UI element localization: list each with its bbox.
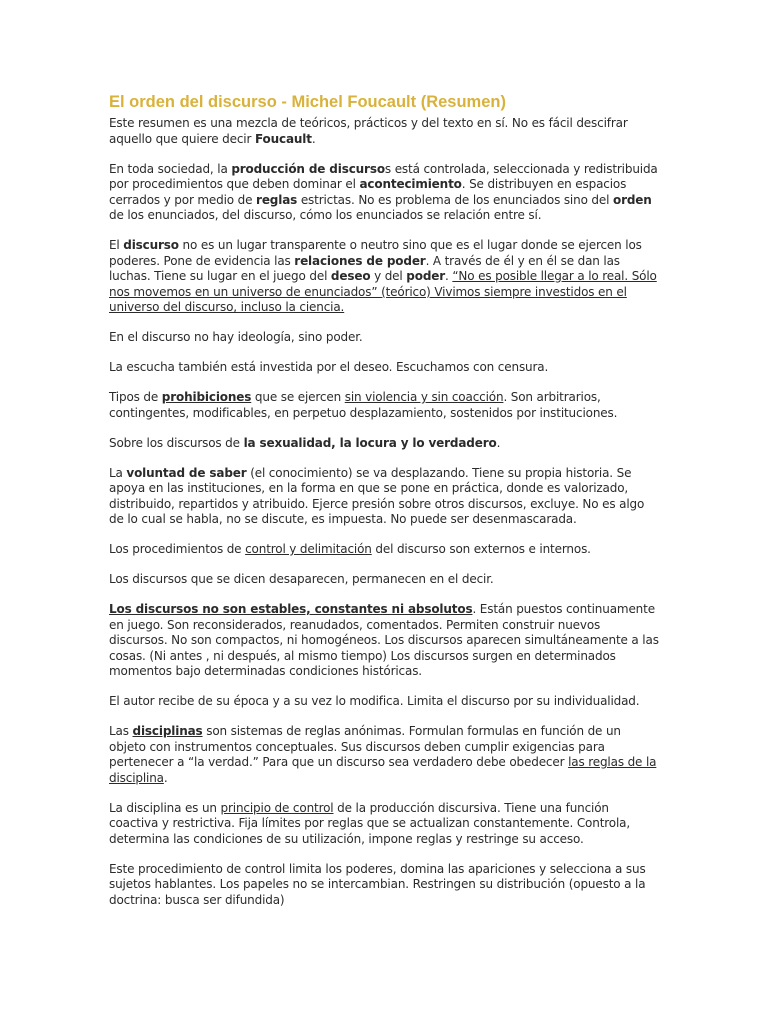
bold-term-foucault: Foucault [254,131,312,146]
text-run: Los procedimientos de [109,542,246,556]
text-run: de los enunciados, del discurso, cómo los enunciados se relación entre sí. [109,208,542,222]
document-page [109,92,661,923]
bold-term: voluntad de saber [126,465,247,480]
bold-term: producción de discurso [231,161,385,176]
text-run: La disciplina es un [109,800,221,815]
text-run: Las [109,724,133,738]
underlined-quote: “No es posible llegar a lo real. Sólo nos movemos en un universo de enunciados” (teórico) Vivimos siempre investidos en el universo del discurso, incluso la ciencia. [109,269,657,314]
paragraph-escucha: La escucha también está investida por el deseo. Escuchamos con censura. [109,360,549,374]
paragraph-discurso [109,238,661,316]
text-run: s está controlada, seleccionada y redistribuida por procedimientos que deben dominar el [109,161,658,191]
bold-term: la sexualidad, la locura y lo verdadero [243,435,497,450]
text-run: . [445,269,453,283]
underlined-term: principio de control [220,800,334,815]
underlined-term: Los discursos no son estables, constantes ni absolutos [109,602,473,616]
bold-term: discurso [123,238,179,252]
underlined-term: sin violencia y sin coacción [344,390,504,404]
bold-term [162,390,251,404]
bold-term: orden [612,192,652,207]
paragraph-autor: El autor recibe de su época y a su vez lo modifica. Limita el discurso por su individualidad. [109,694,640,708]
text-run: del discurso son externos e internos. [371,542,591,556]
text-run: . [163,770,168,785]
paragraph-control: Este procedimiento de control limita los poderes, domina las apariciones y selecciona a sus sujetos hablantes. Los papeles no se intercambian. Restringen su distribución (opuesto a la doctrina: busca ser difundida) [109,861,646,907]
text-run: Este resumen es una mezcla de teóricos, prácticos y del texto en sí. No es fácil descifrar aquello que quiere decir [109,116,628,146]
document-title: El orden del discurso - Michel Foucault (Resumen) [109,93,506,111]
underlined-term: prohibiciones [161,390,252,404]
paragraph-procedimientos [109,542,661,558]
text-run: La [109,465,127,480]
text-run: . [311,131,316,146]
text-run: Sobre los discursos de [109,435,244,450]
paragraph-sexualidad [109,436,661,452]
text-run: son sistemas de reglas anónimas. Formulan formulas en función de un objeto con instrumentos conceptuales. Sus discursos deben cumplir exigencias para pertenecer a “la verdad.” Para que un discurso sea verdadero debe obedecer [109,724,621,769]
text-run: Tipos de [109,390,162,404]
paragraph-voluntad [109,466,661,528]
paragraph-ideologia: En el discurso no hay ideología, sino poder. [109,330,363,344]
paragraph-intro [109,116,661,147]
bold-term: acontecimiento [359,177,462,191]
text-run: . Se distribuyen en espacios cerrados y por medio de [109,177,627,207]
bold-term [133,724,203,738]
text-run: . A través de él y en él se dan las luchas. Tiene su lugar en el juego del [109,253,620,283]
underlined-term: disciplinas [132,724,203,738]
bold-term: reglas [256,192,298,207]
bold-term: poder [406,269,446,283]
bold-term: deseo [330,269,371,283]
paragraph-principio [109,801,661,848]
bold-term [109,602,472,616]
underlined-term: control y delimitación [245,542,372,556]
paragraph-desaparecen: Los discursos que se dicen desaparecen, permanecen en el decir. [109,572,494,586]
text-run: El [109,238,124,252]
text-run: . [496,435,501,450]
text-run: . Son arbitrarios, contingentes, modificables, en perpetuo desplazamiento, sostenidos por instituciones. [109,390,618,420]
text-run: (el conocimiento) se va desplazando. Tiene su propia historia. Se apoya en las instituciones, en la forma en que se pone en práctica, donde es valorizado, distribuido, repartidos y atribuido. Ejerce presión sobre otros discursos, excluye. No es algo de lo cual se habla, no se discute, es impuesta. No puede ser desenmascarada. [109,465,645,526]
text-run: . Están puestos continuamente en juego. Son reconsiderados, reanudados, comentados. Permiten construir nuevos discursos. No son compactos, ni homogéneos. Los discursos aparecen simultáneamente a las cosas. (Ni antes , ni después, al mismo tiempo) Los discursos surgen en determinados momentos bajo determinadas condiciones históricas. [109,602,659,678]
text-run: En toda sociedad, la [109,161,232,176]
paragraph-produccion [109,162,661,224]
paragraph-prohibiciones [109,390,661,421]
text-run: estrictas. No es problema de los enunciados sino del [297,192,613,207]
paragraph-estables [109,602,661,680]
bold-term: relaciones de poder [294,253,426,268]
text-run: no es un lugar transparente o neutro sino que es el lugar donde se ejercen los poderes. Pone de evidencia las [109,238,642,268]
text-run: y del [370,269,407,283]
text-run: que se ejercen [251,390,345,404]
paragraph-disciplinas [109,724,661,786]
underlined-term: las reglas de la disciplina [109,755,657,785]
text-run: de la producción discursiva. Tiene una función coactiva y restrictiva. Fija límites por reglas que se actualizan constantemente. Controla, determina las condiciones de su utilización, impone reglas y restringe su acceso. [109,800,631,846]
